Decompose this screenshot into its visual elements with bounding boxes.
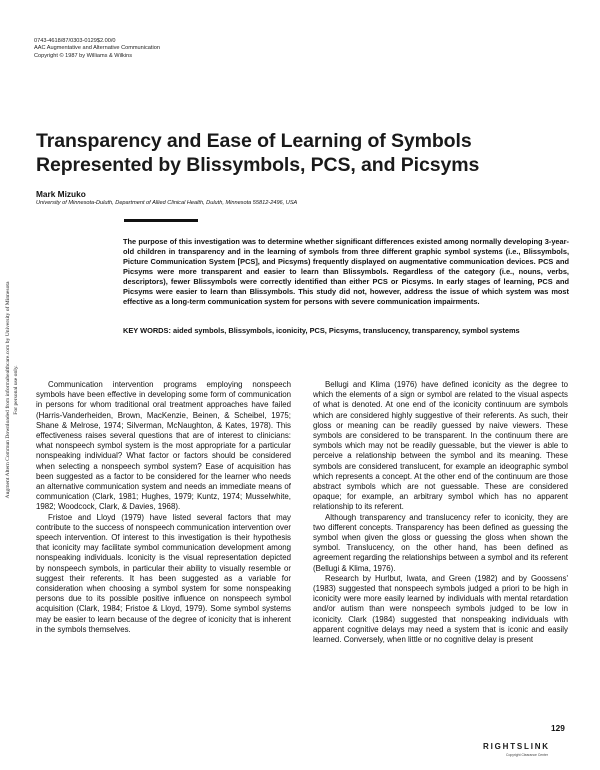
abstract: The purpose of this investigation was to determine whether significant differences existed among normally developing 3-year-old children in transparency and in the learning of symbols from three different graphic symbol systems (i.e., Blissymbols, Picture Communication System [PCS], and Picsyms) frequently displayed on augmentative communication devices. PCS and Picsyms were more transparent and easier to learn than Blissymbols. Regardless of the category (i.e., nouns, verbs, descriptors), fewer Blissymbols were correctly identified than either PCS or Picsyms. In early stages of learning, PCS and Picsyms were easier to learn than Blissymbols. This study did not, however, address the issue of which system was most effective as a long-term communication system for persons with severe communication impairments.	[123, 237, 569, 306]
section-rule	[124, 219, 198, 222]
download-side-note	[4, 180, 20, 600]
journal-header	[34, 38, 160, 60]
body-column-left	[36, 380, 291, 635]
author-name: Mark Mizuko	[36, 189, 86, 199]
keywords: KEY WORDS: aided symbols, Blissymbols, iconicity, PCS, Picsyms, translucency, transparency, symbol systems	[123, 326, 520, 335]
article-title	[36, 129, 576, 177]
header-issn: 0743-4618/87/0303-0129$2.00/0	[34, 38, 116, 44]
header-journal: AAC Augmentative and Alternative Communication	[34, 45, 160, 52]
rightslink-logo: RIGHTSLINK	[483, 742, 550, 751]
page-number: 129	[551, 723, 565, 733]
paragraph: Although transparency and translucency refer to iconicity, they are two different concepts. Transparency has been defined as guessing the symbol when given the gloss or guessing the gloss when shown the symbol. Translucency, on the other hand, has been defined as agreement regarding the relationships between a symbol and its referent (Bellugi & Klima, 1976).	[313, 512, 568, 573]
side-note-line2: For personal use only.	[13, 365, 19, 415]
body-column-right	[313, 380, 568, 645]
side-note-line1: Augment Altern Commun Downloaded from informahealthcare.com by University of Minnesota	[5, 281, 11, 499]
title-line2: Represented by Blissymbols, PCS, and Picsyms	[36, 154, 480, 176]
header-copyright: Copyright © 1987 by Williams & Wilkins	[34, 52, 132, 59]
paragraph: Research by Hurlbut, Iwata, and Green (1982) and by Goossens' (1983) suggested that nonspeech symbols judged a priori to be high in iconicity were more easily learned by individuals with mental retardation and/or autism than were nonspeech symbols judged to be low in iconicity. Clark (1984) suggested that nonspeaking individuals with apparent cognitive delays may need a system that is iconic and easily learned. Conversely, when little or no cognitive delay is present	[313, 573, 568, 645]
title-line1: Transparency and Ease of Learning of Symbols	[36, 130, 472, 152]
paragraph: Communication intervention programs employing nonspeech symbols have been effective in developing some form of communication in persons for whom traditional oral treatment approaches have failed (Harris-Vanderheiden, Brown, MacKenzie, Beinen, & Scheibel, 1975; Shane & Melrose, 1974; Silverman, McNaughton, & Kates, 1978). This effectiveness raises several questions that are of interest to clinicians: what nonspeech symbol system is the most appropriate for a particular nonspeaking individual? What factor or factors should be considered when selecting a nonspeech symbol system? Ease of acquisition has been suggested as a factor to be considered for the learner who needs an alternative communication system and needs an immediate means of communication (Clark, 1981; Hughes, 1979; Kuntz, 1974; Musselwhite, 1982; Woodcock, Clark, & Davies, 1968).	[36, 380, 291, 512]
paragraph: Bellugi and Klima (1976) have defined iconicity as the degree to which the elements of a sign or symbol are related to the visual aspects of what is denoted. At one end of the iconicity continuum are symbols which are considered highly suggestive of their referents. As such, their gloss or meaning can be readily guessed by naive viewers. These symbols are considered to be transparent. In the continuum there are symbols which may not be readily guessable, but the viewer is able to perceive a relationship between the symbol and its meaning. These symbols are considered translucent, for example an ideographic symbol which represents a concept. At the other end of the continuum are those abstract symbols which are not guessable. These are considered opaque; for example, an arbitrary symbol which has no apparent relationship to its referent.	[313, 380, 568, 512]
author-affiliation: University of Minnesota-Duluth, Department of Allied Clinical Health, Duluth, Minnesota 55812-2496, USA	[36, 200, 298, 206]
rightslink-tagline: Copyright Clearance Center	[506, 753, 549, 757]
paragraph: Fristoe and Lloyd (1979) have listed several factors that may contribute to the success of nonspeech communication intervention over speech intervention. Of interest to this investigation is their hypothesis that iconicity may facilitate symbol communication development among nonspeaking individuals. Iconicity is the visual representation depicted by nonspeech symbols, in particular their ability to visually resemble or suggest their referents. It has been suggested as a variable for consideration when choosing a symbol system for some nonspeaking persons due to its possible positive influence on nonspeech symbol acquisition (Clark, 1984; Fristoe & Lloyd, 1979). Some symbol systems may be easier to learn because of the degree of iconicity that is inherent in the symbols themselves.	[36, 512, 291, 634]
